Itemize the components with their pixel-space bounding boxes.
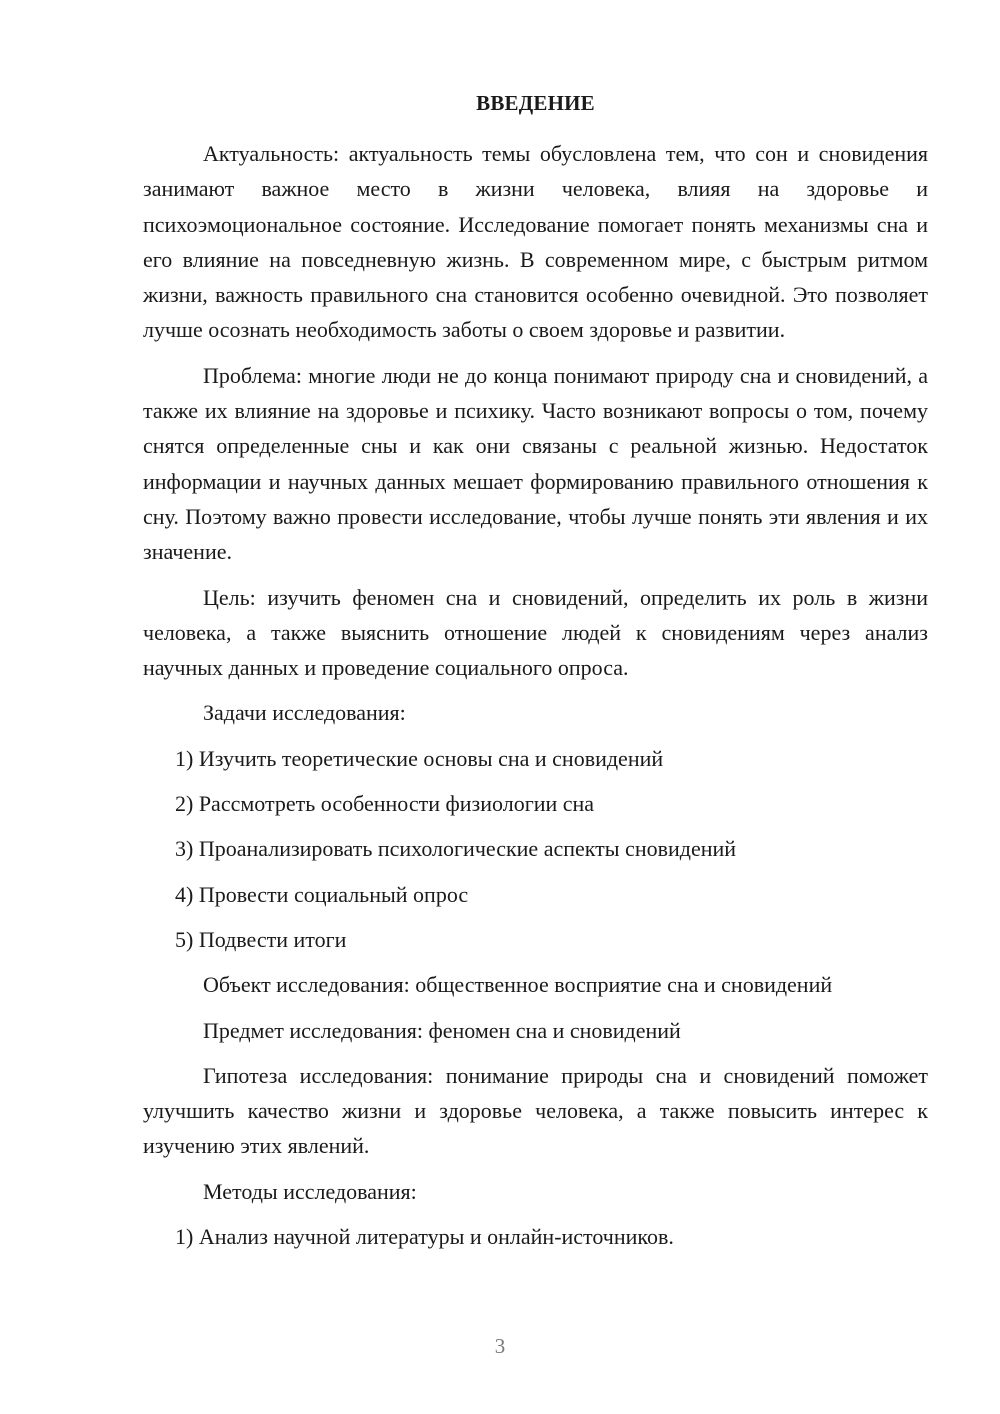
paragraph-goal: Цель: изучить феномен сна и сновидений, определить их роль в жизни человека, а также выяснить отношение людей к сновидениям через анализ научных данных и проведение социального опроса. — [143, 584, 928, 681]
list-item: 5) Подвести итоги — [175, 926, 347, 952]
list-item: 1) Изучить теоретические основы сна и сновидений — [175, 745, 664, 771]
list-item: 2) Рассмотреть особенности физиологии сна — [175, 791, 595, 817]
list-item: 1) Анализ научной литературы и онлайн-источников. — [175, 1224, 674, 1250]
research-object: Объект исследования: общественное восприятие сна и сновидений — [203, 972, 833, 998]
tasks-label: Задачи исследования: — [203, 700, 406, 726]
methods-label: Методы исследования: — [203, 1178, 417, 1204]
list-item: 4) Провести социальный опрос — [175, 881, 469, 907]
list-item: 3) Проанализировать психологические аспекты сновидений — [175, 836, 737, 862]
tasks-list — [143, 741, 928, 957]
page-number: 3 — [494, 1334, 506, 1358]
page-title: ВВЕДЕНИЕ — [476, 91, 595, 115]
page-content — [143, 90, 928, 1264]
research-subject: Предмет исследования: феномен сна и сновидений — [203, 1017, 681, 1043]
methods-list — [143, 1219, 928, 1254]
paragraph-problem: Проблема: многие люди не до конца понимают природу сна и сновидений, а также их влияние на здоровье и психику. Часто возникают вопросы о том, почему снятся определенные сны и как они связаны с реальной жизнью. Недостаток информации и научных данных мешает формированию правильного отношения к сну. Поэтому важно провести исследование, чтобы лучше понять эти явления и их значение. — [143, 362, 928, 565]
paragraph-relevance: Актуальность: актуальность темы обусловлена тем, что сон и сновидения занимают важное место в жизни человека, влияя на здоровье и психоэмоциональное состояние. Исследование помогает понять механизмы сна и его влияние на повседневную жизнь. В современном мире, с быстрым ритмом жизни, важность правильного сна становится особенно очевидной. Это позволяет лучше осознать необходимость заботы о своем здоровье и развитии. — [143, 141, 928, 343]
paragraph-hypothesis: Гипотеза исследования: понимание природы сна и сновидений поможет улучшить качество жизни и здоровье человека, а также повысить интерес к изучению этих явлений. — [143, 1062, 928, 1159]
